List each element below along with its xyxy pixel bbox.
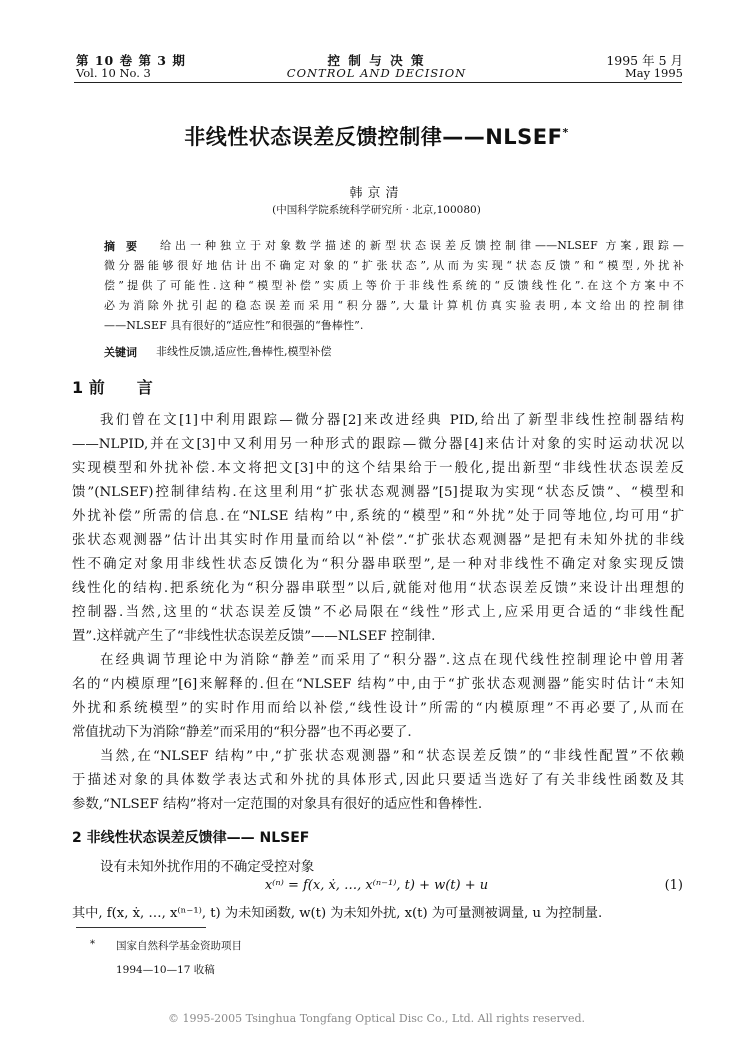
header-rule <box>74 82 682 83</box>
date-cn: 1995 年 5 月 <box>606 53 683 68</box>
equation-explanation: 其中, f(x, ẋ, …, x⁽ⁿ⁻¹⁾, t) 为未知函数, w(t) 为未知外扰, x(t) 为可量测被调量, u 为控制量. <box>72 906 603 921</box>
equation-1-number: (1) <box>664 878 683 893</box>
footnote-mark: * <box>90 939 95 950</box>
body-line: 参数,“NLSEF 结构”将对一定范围的对象具有很好的适应性和鲁棒性. <box>72 797 483 812</box>
body-line: 于描述对象的具体数学表达式和外扰的具体形式,因此只要适当选好了有关非线性函数及其 <box>72 773 684 788</box>
body-line: 张状态观测器”估计出其实时作用量而给以“补偿”.“扩张状态观测器”是把有未知外扰的非线 <box>72 533 684 548</box>
abstract-line: 微分器能够很好地估计出不确定对象的“扩张状态”,从而为实现“状态反馈”和“模型,外扰补 <box>104 259 684 272</box>
equation-1: x⁽ⁿ⁾ = f(x, ẋ, …, x⁽ⁿ⁻¹⁾, t) + w(t) + u <box>264 878 489 893</box>
abstract-line: 给出一种独立于对象数学描述的新型状态误差反馈控制律——NLSEF 方案,跟踪— <box>160 239 684 252</box>
footnote-received: 1994—10—17 收稿 <box>116 964 215 976</box>
body-line: 外扰和系统模型”的实时作用而给以补偿,“线性设计”所需的“内模原理”不再必要了,从而在 <box>72 701 684 716</box>
body-line: 线性化的结构.把系统化为“积分器串联型”以后,就能对他用“状态误差反馈”来设计出理想的 <box>72 581 684 596</box>
volume-issue-en: Vol. 10 No. 3 <box>76 66 151 80</box>
title-text: 非线性状态误差反馈控制律——NLSEF <box>184 125 563 149</box>
body-line: 当然,在“NLSEF 结构”中,“扩张状态观测器”和“状态误差反馈”的“非线性配置”不依赖 <box>100 749 684 764</box>
section-2-intro: 设有未知外扰作用的不确定受控对象 <box>100 860 315 875</box>
affiliation: (中国科学院系统科学研究所 · 北京,100080) <box>272 204 481 216</box>
abstract-line: ——NLSEF 具有很好的“适应性”和很强的“鲁棒性”. <box>104 319 364 332</box>
body-line: 在经典调节理论中为消除“静差”而采用了“积分器”.这点在现代线性控制理论中曾用著 <box>100 653 684 668</box>
body-line: 名的“内模原理”[6]来解释的.但在“NLSEF 结构”中,由于“扩张状态观测器”能实时估计“未知 <box>72 677 684 692</box>
body-line: ——NLPID,并在文[3]中又利用另一种形式的跟踪—微分器[4]来估计对象的实时运动状况以 <box>72 437 684 452</box>
abstract-label: 摘 要 <box>104 240 137 253</box>
section-1-heading: 1 前 言 <box>72 378 153 397</box>
copyright-notice: © 1995-2005 Tsinghua Tongfang Optical Disc Co., Ltd. All rights reserved. <box>167 1012 586 1025</box>
body-line: 我们曾在文[1]中利用跟踪—微分器[2]来改进经典 PID,给出了新型非线性控制器结构 <box>100 413 684 428</box>
body-line: 实现模型和外扰补偿.本文将把文[3]中的这个结果给于一般化,提出新型“非线性状态误差反 <box>72 461 684 476</box>
body-line: 馈”(NLSEF)控制律结构.在这里利用“扩张状态观测器”[5]提取为实现“状态反馈”、“模型和 <box>72 485 684 500</box>
body-line: 性不确定对象用非线性状态反馈化为“积分器串联型”,是一种对非线性不确定对象实现反馈 <box>72 557 684 572</box>
section-2-heading: 2 非线性状态误差反馈律—— NLSEF <box>72 830 310 846</box>
abstract-line: 必为消除外扰引起的稳态误差而采用“积分器”,大量计算机仿真实验表明,本文给出的控制律 <box>104 299 684 312</box>
journal-name-en: CONTROL AND DECISION <box>286 66 467 80</box>
keywords-label: 关键词 <box>104 346 137 359</box>
title-footnote-mark: * <box>562 126 569 139</box>
abstract-line: 偿”提供了可能性.这种“模型补偿”实质上等价于非线性系统的“反馈线性化”.在这个方案中不 <box>104 279 684 292</box>
footnote-fund: 国家自然科学基金资助项目 <box>116 940 242 952</box>
journal-name-cn: 控 制 与 决 策 <box>327 53 426 68</box>
body-line: 外扰补偿”所需的信息.在“NLSE 结构”中,系统的“模型”和“外扰”处于同等地位,均可用“扩 <box>72 509 684 524</box>
paper-title <box>0 121 753 151</box>
volume-issue-cn: 第 10 卷 第 3 期 <box>76 53 186 68</box>
date-en: May 1995 <box>624 66 683 80</box>
author: 韩京清 <box>349 186 404 201</box>
body-line: 常值扰动下为消除“静差”而采用的“积分器”也不再必要了. <box>72 725 412 740</box>
keywords-text: 非线性反馈,适应性,鲁棒性,模型补偿 <box>156 345 332 358</box>
footnote-rule <box>76 927 206 928</box>
body-line: 置”.这样就产生了“非线性状态误差反馈”——NLSEF 控制律. <box>72 629 436 644</box>
body-line: 控制器.当然,这里的“状态误差反馈”不必局限在“线性”形式上,应采用更合适的“非线性配 <box>72 605 684 620</box>
